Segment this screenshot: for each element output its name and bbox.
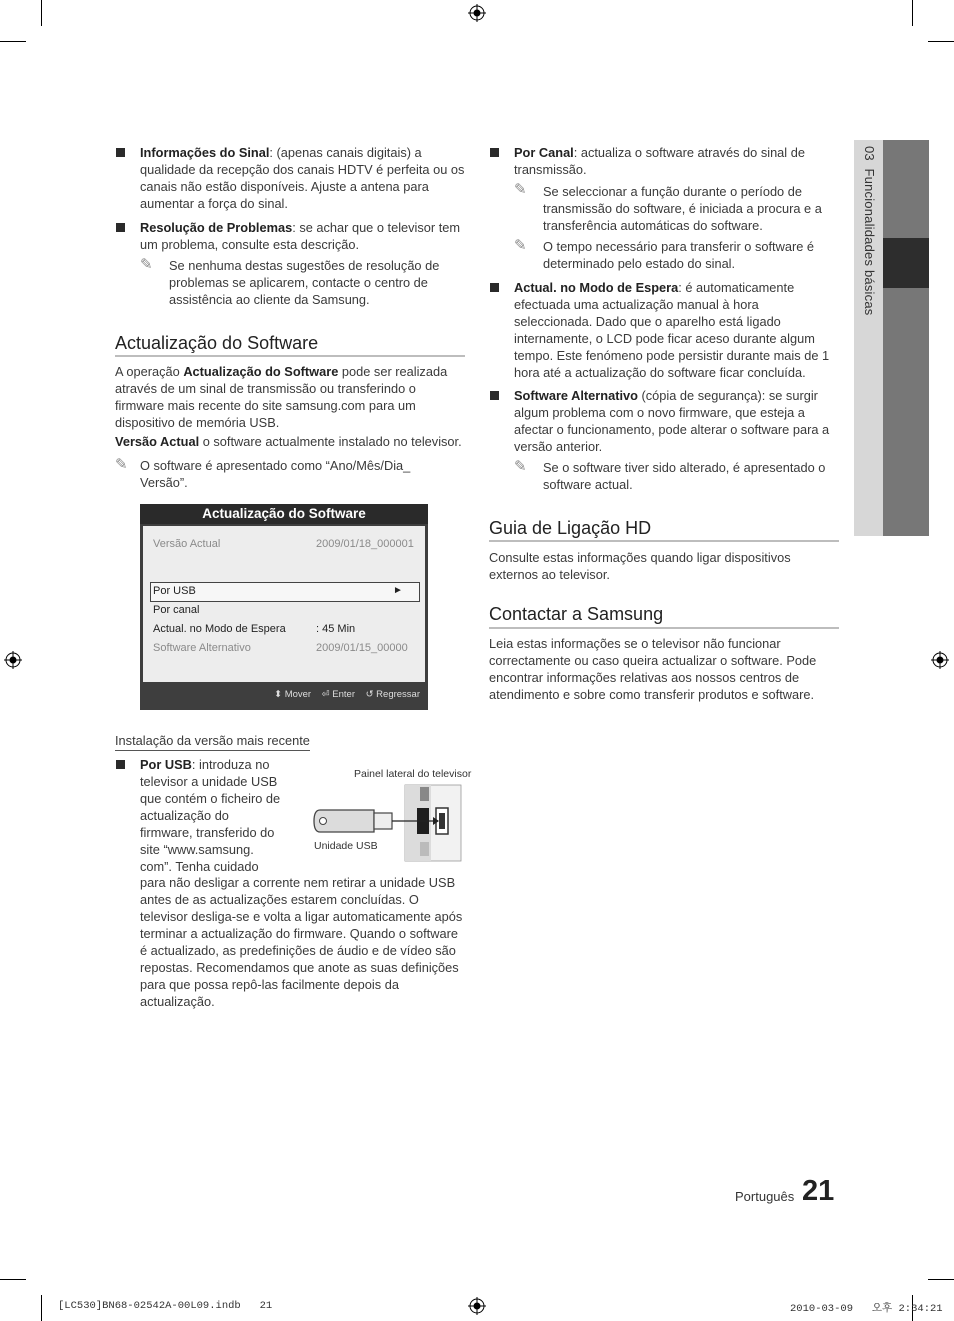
osd-item-label: Por USB — [153, 585, 196, 597]
osd-footer-move: Mover — [284, 689, 312, 700]
osd-title: Actualização do Software — [140, 504, 428, 524]
osd-standby-value: : 45 Min — [316, 623, 356, 635]
left-bullet-troubleshoot — [140, 219, 465, 253]
enter-icon: ⏎ — [321, 689, 330, 700]
text: : é automaticamente efectuada uma actualização manual à hora seleccionada. Dado que o aparelho está ligado internamente, o LCD pode ficar aceso durante algum tempo. Este fenómeno pode persistir durante mais de 1 hora até a actualização do software ficar concluída. — [514, 280, 830, 380]
osd-alt-value: 2009/01/15_00000 — [316, 642, 408, 654]
text: pode ser realizada através de um sinal de transmissão ou transferindo o firmware mais recente do site samsung.com para um dispositivo de memória USB. — [115, 364, 448, 430]
section-rule — [489, 627, 839, 629]
text: : introduza no televisor a unidade USB que contém o ficheiro de actualização do firmware, transferido do site “www.samsung. com”. Tenha cuidado — [140, 757, 281, 874]
subsection-title: Instalação da versão mais recente — [115, 732, 310, 751]
crop-mark — [41, 0, 42, 26]
term: Versão Actual — [115, 434, 200, 449]
term: Actualização do Software — [183, 364, 339, 379]
crop-mark — [0, 41, 26, 42]
osd-footer-back: Regressar — [376, 689, 420, 700]
software-intro — [115, 363, 465, 431]
bullet-square-icon — [116, 148, 125, 157]
right-note-2: O tempo necessário para transferir o software é determinado pelo estado do sinal. — [543, 239, 814, 271]
text: : se achar que o televisor tem um problema, consulte esta descrição. — [140, 220, 461, 252]
registration-mark-icon — [4, 651, 22, 669]
section-title-contact-samsung: Contactar a Samsung — [489, 604, 664, 624]
right-note-3: Se o software tiver sido alterado, é apresentado o software actual. — [543, 460, 826, 492]
crop-mark — [41, 1295, 42, 1321]
osd-menu-item-alternative-software[interactable]: Software Alternativo — [153, 642, 251, 654]
osd-menu-item-by-channel[interactable]: Por canal — [153, 604, 200, 616]
note-pencil-icon: ✎ — [514, 181, 527, 198]
note-pencil-icon: ✎ — [115, 456, 128, 473]
sidebar-chapter-label — [857, 146, 877, 446]
right-bullet-by-channel — [514, 144, 839, 178]
crop-mark — [928, 1279, 954, 1280]
left-bullet-signal-info — [140, 144, 465, 212]
section-title-software-update: Actualização do Software — [115, 333, 319, 353]
term: Resolução de Problemas — [140, 220, 293, 235]
term: Informações do Sinal — [140, 145, 270, 160]
term: Software Alternativo — [514, 388, 638, 403]
note-pencil-icon: ✎ — [140, 256, 153, 273]
osd-footer — [274, 689, 420, 700]
usb-instructions-1 — [140, 756, 282, 875]
current-version-line — [115, 433, 467, 450]
usb-figure-panel-label: Painel lateral do televisor — [354, 768, 472, 780]
osd-menu-panel — [143, 526, 425, 682]
osd-menu-item-by-usb[interactable] — [150, 582, 420, 602]
chapter-number: 03 — [862, 146, 877, 161]
term: Por Canal — [514, 145, 574, 160]
usb-figure-drive-label: Unidade USB — [314, 840, 378, 852]
registration-mark-icon — [931, 651, 949, 669]
bullet-square-icon — [116, 223, 125, 232]
right-note-1: Se seleccionar a função durante o período de transmissão do software, é iniciada a procura e a transferência automáticas do software. — [543, 184, 822, 233]
osd-menu-item-standby-update[interactable]: Actual. no Modo de Espera — [153, 623, 286, 635]
registration-mark-icon — [468, 4, 486, 22]
osd-version-value: 2009/01/18_000001 — [316, 538, 414, 550]
note-pencil-icon: ✎ — [514, 237, 527, 254]
left-note-1: Se nenhuma destas sugestões de resolução de problemas se aplicarem, contacte o centro de assistência ao cliente da Samsung. — [169, 258, 440, 307]
arrow-right-icon: ► — [393, 585, 403, 596]
chapter-title: Funcionalidades básicas — [862, 168, 877, 316]
bullet-square-icon — [490, 391, 499, 400]
print-file-info: [LC530]BN68-02542A-00L09.indb 21 — [58, 1300, 273, 1312]
left-note-2: O software é apresentado como “Ano/Mês/Dia_ Versão”. — [140, 458, 411, 490]
term: Actual. no Modo de Espera — [514, 280, 679, 295]
note-pencil-icon: ✎ — [514, 458, 527, 475]
footer-language: Português — [735, 1189, 795, 1204]
section-title-hd-guide: Guia de Ligação HD — [489, 518, 652, 538]
term: Por USB — [140, 757, 192, 772]
crop-mark — [928, 41, 954, 42]
print-timestamp: 2010-03-09 오후 2:34:21 — [790, 1303, 943, 1315]
sidebar-tab-dark — [883, 140, 929, 536]
usb-instructions-2: para não desligar a corrente nem retirar a unidade USB antes de as actualizações estarem concluídas. O televisor desliga-se e volta a ligar automaticamente após terminar a actualização do firmware. Quando o software é actualizado, as predefinições de áudio e de vídeo são repostas. Recomendamos que anote as suas definições para que possa repô-las facilmente depois da actualização. — [140, 875, 463, 1009]
text: A operação — [115, 364, 184, 379]
contact-samsung-text: Leia estas informações se o televisor não funcionar correctamente ou caso queira actualizar o software. Pode encontrar informações relativas aos nossos centros de atendimento e sobre como transferir produtos e software. — [489, 636, 817, 702]
text: (cópia de segurança): se surgir algum problema com o novo firmware, que esteja a afectar o funcionamento, pode alterar o software para a versão anterior. — [514, 388, 830, 454]
bullet-square-icon — [490, 148, 499, 157]
right-bullet-alternative-software — [514, 387, 839, 455]
section-rule — [115, 355, 465, 357]
osd-version-label: Versão Actual — [153, 538, 221, 550]
right-bullet-standby-update — [514, 279, 839, 381]
text: o software actualmente instalado no televisor. — [199, 434, 462, 449]
crop-mark — [0, 1279, 26, 1280]
osd-screen — [140, 504, 428, 710]
osd-footer-enter: Enter — [332, 689, 355, 700]
page-number: 21 — [802, 1175, 835, 1207]
hd-guide-text: Consulte estas informações quando ligar dispositivos externos ao televisor. — [489, 550, 791, 582]
text: : actualiza o software através do sinal de transmissão. — [514, 145, 805, 177]
text: : (apenas canais digitais) a qualidade da recepção dos canais HDTV é perfeita ou os canais não estão disponíveis. Ajuste a antena para aumentar a força do sinal. — [140, 145, 465, 211]
bullet-square-icon — [116, 760, 125, 769]
move-icon: ⬍ — [274, 689, 283, 700]
section-rule — [489, 540, 839, 542]
return-icon: ↺ — [365, 689, 374, 700]
registration-mark-icon — [468, 1297, 486, 1315]
sidebar-tab-marker — [883, 238, 929, 288]
crop-mark — [912, 0, 913, 26]
bullet-square-icon — [490, 283, 499, 292]
